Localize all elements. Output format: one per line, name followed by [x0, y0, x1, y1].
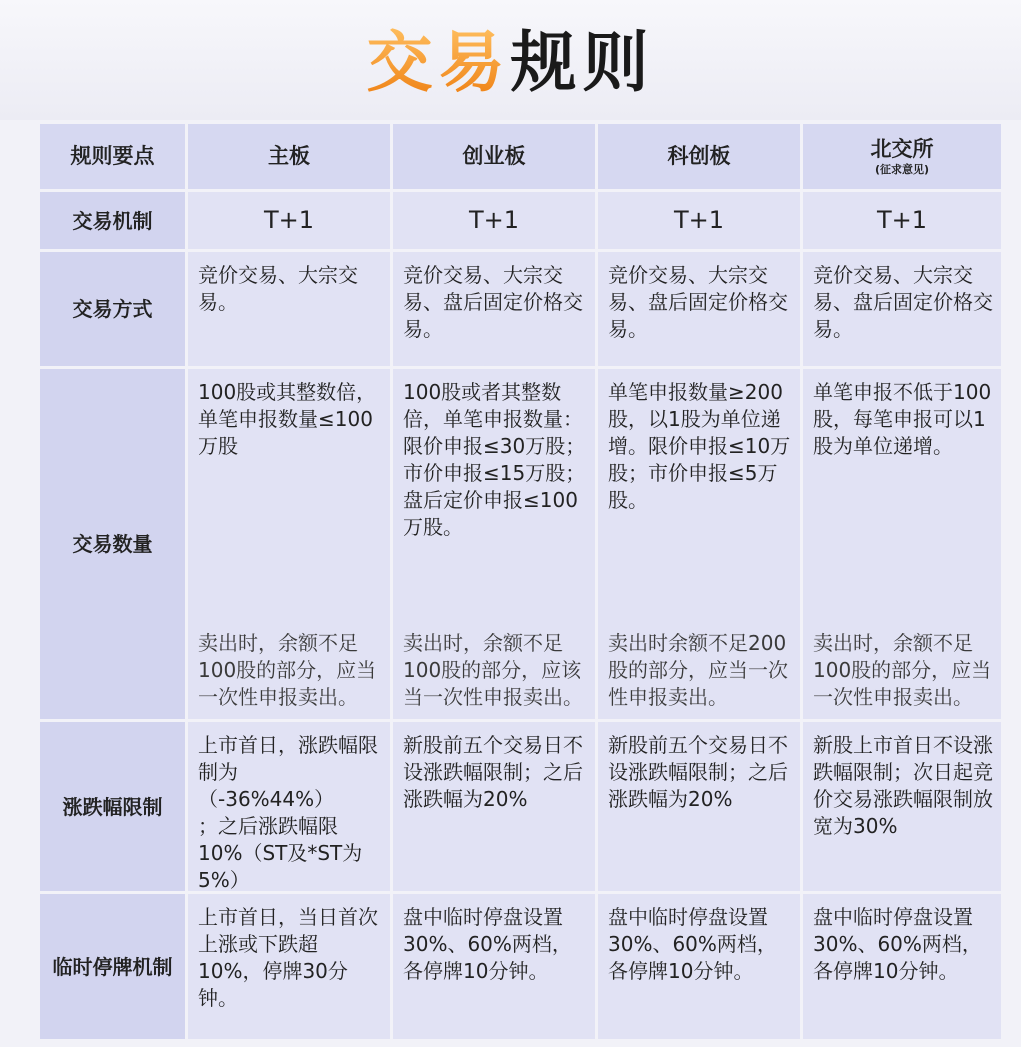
page-title-rest: 规则	[510, 24, 655, 101]
table-cell: 新股前五个交易日不设涨跌幅限制；之后涨跌幅为20%	[393, 722, 595, 891]
page-title	[0, 18, 1021, 108]
table-cell: 竞价交易、大宗交易、盘后固定价格交易。	[803, 252, 1001, 366]
header-main-board	[188, 124, 390, 189]
quantity-note: 卖出时，余额不足100股的部分，应该当一次性申报卖出。	[403, 631, 583, 709]
quantity-note: 卖出时，余额不足100股的部分，应当一次性申报卖出。	[198, 631, 377, 709]
table-cell: 盘中临时停盘设置30%、60%两档，各停牌10分钟。	[803, 894, 1001, 1039]
table-cell: 竞价交易、大宗交易、盘后固定价格交易。	[393, 252, 595, 366]
rules-table	[40, 124, 1004, 1042]
table-cell: 上市首日，当日首次上涨或下跌超10%，停牌30分钟。	[188, 894, 390, 1039]
header-label: 主板	[268, 144, 310, 168]
header-note: (征求意见)	[874, 163, 930, 176]
header-label: 科创板	[667, 144, 731, 168]
row-label-price-limit: 涨跌幅限制	[40, 722, 185, 891]
title-banner	[0, 0, 1021, 120]
header-bse	[803, 124, 1001, 189]
header-label: 北交所	[870, 137, 934, 161]
table-cell: 竞价交易、大宗交易。	[188, 252, 390, 366]
table-cell: 竞价交易、大宗交易、盘后固定价格交易。	[598, 252, 800, 366]
quantity-note: 卖出时余额不足200股的部分，应当一次性申报卖出。	[608, 631, 788, 709]
quantity-rule: 单笔申报不低于100股，每笔申报可以1股为单位递增。	[813, 380, 992, 458]
table-cell	[803, 369, 1001, 719]
table-cell: T+1	[393, 192, 595, 249]
row-label-mechanism: 交易机制	[40, 192, 185, 249]
header-chinext	[393, 124, 595, 189]
row-label-quantity: 交易数量	[40, 369, 185, 719]
table-cell	[393, 369, 595, 719]
table-cell	[598, 369, 800, 719]
row-label-halt: 临时停牌机制	[40, 894, 185, 1039]
row-label-method: 交易方式	[40, 252, 185, 366]
quantity-rule: 100股或其整数倍，单笔申报数量≤100万股	[198, 380, 377, 458]
header-label: 创业板	[462, 144, 526, 168]
table-cell: 盘中临时停盘设置30%、60%两档，各停牌10分钟。	[598, 894, 800, 1039]
quantity-note: 卖出时，余额不足100股的部分，应当一次性申报卖出。	[813, 631, 992, 709]
table-cell: 新股上市首日不设涨跌幅限制；次日起竞价交易涨跌幅限制放宽为30%	[803, 722, 1001, 891]
header-star-market	[598, 124, 800, 189]
table-cell	[188, 369, 390, 719]
table-cell: T+1	[598, 192, 800, 249]
quantity-rule: 单笔申报数量≥200股，以1股为单位递增。限价申报≤10万股；市价申报≤5万股。	[608, 380, 791, 512]
table-cell: 盘中临时停盘设置30%、60%两档，各停牌10分钟。	[393, 894, 595, 1039]
table-cell: 上市首日，涨跌幅限制为 （-36%44%） ；之后涨跌幅限10%（ST及*ST为5%）	[188, 722, 390, 891]
header-label: 规则要点	[70, 144, 155, 168]
quantity-rule: 100股或者其整数倍，单笔申报数量：限价申报≤30万股；市价申报≤15万股；盘后定价申报≤100万股。	[403, 380, 586, 539]
table-cell: T+1	[188, 192, 390, 249]
table-cell: T+1	[803, 192, 1001, 249]
page-title-highlight: 交易	[366, 24, 511, 101]
header-rule-points	[40, 124, 185, 189]
table-cell: 新股前五个交易日不设涨跌幅限制；之后涨跌幅为20%	[598, 722, 800, 891]
